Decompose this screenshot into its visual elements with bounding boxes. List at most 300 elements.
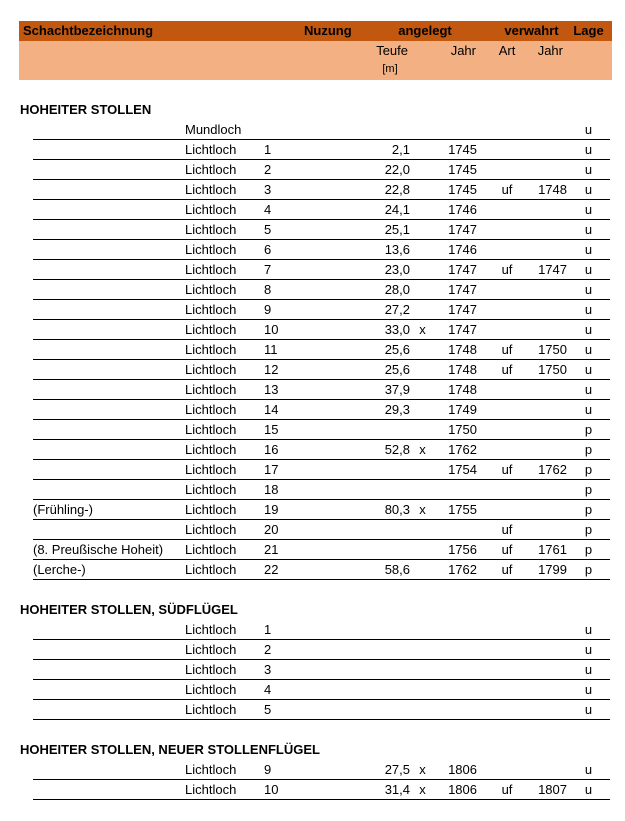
table-row	[33, 140, 610, 160]
cell-schachtbezeichnung	[33, 240, 183, 259]
cell-jahr-verwahrt	[537, 280, 567, 299]
section-title: HOHEITER STOLLEN, SÜDFLÜGEL	[20, 602, 238, 617]
cell-schachtbezeichnung	[33, 360, 183, 379]
cell-nuzung-mark	[410, 460, 435, 479]
cell-lage: u	[584, 282, 593, 297]
cell-schacht-typ: Lichtloch	[185, 542, 237, 557]
cell-schachtbezeichnung	[33, 380, 183, 399]
cell-schacht-typ: Lichtloch	[185, 402, 237, 417]
cell-schachtbezeichnung	[33, 480, 183, 499]
cell-verwahrt-art	[477, 300, 537, 319]
table-row	[33, 660, 610, 680]
cell-nuzung-mark	[410, 640, 435, 659]
cell-schacht-typ: Lichtloch	[185, 462, 237, 477]
cell-jahr-verwahrt: 1747	[538, 262, 567, 277]
cell-lage: u	[584, 402, 593, 417]
cell-jahr-angelegt: 1762	[448, 442, 477, 457]
cell-jahr-verwahrt: 1807	[538, 782, 567, 797]
cell-schachtbezeichnung	[33, 300, 183, 319]
cell-schacht-typ: Lichtloch	[185, 242, 237, 257]
cell-schacht-typ: Lichtloch	[185, 622, 237, 637]
cell-jahr-verwahrt: 1748	[538, 182, 567, 197]
table-header	[19, 21, 612, 80]
cell-schachtbezeichnung	[33, 520, 183, 539]
cell-schacht-nummer: 11	[264, 342, 278, 357]
cell-nuzung-mark	[410, 400, 435, 419]
cell-schacht-typ: Lichtloch	[185, 222, 237, 237]
cell-lage: u	[584, 622, 593, 637]
cell-jahr-verwahrt	[537, 400, 567, 419]
cell-teufe	[308, 680, 410, 699]
cell-teufe	[308, 120, 410, 139]
cell-verwahrt-art	[477, 160, 537, 179]
cell-jahr-angelegt	[435, 700, 477, 719]
cell-jahr-angelegt: 1747	[448, 262, 477, 277]
cell-jahr-verwahrt	[537, 420, 567, 439]
cell-jahr-angelegt: 1748	[448, 382, 477, 397]
table-row	[33, 220, 610, 240]
section-rows	[33, 120, 610, 580]
cell-teufe	[308, 480, 410, 499]
cell-nuzung-mark	[410, 340, 435, 359]
cell-schacht-nummer: 17	[264, 462, 279, 477]
cell-lage: p	[584, 542, 593, 557]
cell-lage: u	[584, 362, 593, 377]
cell-jahr-angelegt: 1747	[448, 222, 477, 237]
cell-jahr-angelegt	[435, 680, 477, 699]
cell-schacht-nummer: 4	[264, 682, 272, 697]
table-row	[33, 120, 610, 140]
cell-nuzung-mark	[410, 380, 435, 399]
header-angelegt: angelegt	[398, 23, 452, 38]
cell-nuzung-mark	[410, 280, 435, 299]
cell-schacht-typ: Lichtloch	[185, 322, 237, 337]
cell-lage: u	[584, 122, 593, 137]
cell-schachtbezeichnung	[33, 420, 183, 439]
cell-teufe	[308, 540, 410, 559]
cell-teufe	[308, 460, 410, 479]
table-row	[33, 180, 610, 200]
header-lage: Lage	[573, 23, 604, 38]
cell-nuzung-mark: x	[419, 322, 426, 337]
cell-jahr-verwahrt	[537, 500, 567, 519]
cell-lage: u	[584, 662, 593, 677]
cell-jahr-verwahrt	[537, 700, 567, 719]
cell-lage: u	[584, 302, 593, 317]
cell-teufe: 28,0	[384, 282, 410, 297]
cell-lage: u	[584, 762, 593, 777]
cell-lage: u	[584, 342, 593, 357]
cell-nuzung-mark	[410, 560, 435, 579]
cell-schachtbezeichnung	[33, 460, 183, 479]
cell-lage: u	[584, 242, 593, 257]
table-row	[33, 500, 610, 520]
table-section	[0, 100, 625, 580]
cell-schachtbezeichnung	[33, 660, 183, 679]
cell-nuzung-mark	[410, 540, 435, 559]
cell-schachtbezeichnung	[33, 260, 183, 279]
table-row	[33, 260, 610, 280]
cell-verwahrt-art	[477, 220, 537, 239]
cell-lage: u	[584, 202, 593, 217]
cell-schacht-typ: Lichtloch	[185, 282, 237, 297]
cell-schacht-nummer: 16	[264, 442, 279, 457]
cell-teufe: 22,8	[384, 182, 410, 197]
cell-schacht-typ: Lichtloch	[185, 162, 237, 177]
cell-nuzung-mark	[410, 160, 435, 179]
cell-jahr-verwahrt	[537, 680, 567, 699]
cell-nuzung-mark: x	[419, 502, 426, 517]
cell-schacht-nummer: 18	[264, 482, 279, 497]
table-row	[33, 300, 610, 320]
cell-schacht-typ: Lichtloch	[185, 422, 237, 437]
cell-lage: u	[584, 322, 593, 337]
cell-schacht-typ: Lichtloch	[185, 362, 237, 377]
cell-verwahrt-art: uf	[501, 782, 513, 797]
cell-schachtbezeichnung	[33, 120, 183, 139]
header-schachtbezeichnung: Schachtbezeichnung	[23, 23, 154, 38]
cell-schacht-nummer: 22	[264, 562, 279, 577]
cell-jahr-angelegt: 1745	[448, 142, 477, 157]
cell-verwahrt-art: uf	[501, 522, 513, 537]
cell-schacht-nummer: 5	[264, 222, 272, 237]
cell-jahr-verwahrt	[537, 120, 567, 139]
cell-verwahrt-art	[477, 200, 537, 219]
cell-jahr-verwahrt	[537, 320, 567, 339]
table-row	[33, 200, 610, 220]
table-row	[33, 760, 610, 780]
cell-jahr-angelegt: 1750	[448, 422, 477, 437]
cell-jahr-angelegt: 1806	[448, 782, 477, 797]
cell-jahr-angelegt: 1748	[448, 342, 477, 357]
cell-schacht-nummer: 13	[264, 382, 279, 397]
cell-nuzung-mark	[410, 180, 435, 199]
cell-jahr-angelegt: 1747	[448, 302, 477, 317]
cell-schacht-nummer: 2	[264, 642, 272, 657]
cell-verwahrt-art: uf	[501, 542, 513, 557]
cell-teufe: 24,1	[384, 202, 410, 217]
cell-jahr-verwahrt	[537, 760, 567, 779]
cell-verwahrt-art	[477, 400, 537, 419]
cell-teufe: 25,6	[384, 342, 410, 357]
cell-lage: p	[584, 502, 593, 517]
cell-jahr-verwahrt	[537, 220, 567, 239]
table-row	[33, 480, 610, 500]
cell-schachtbezeichnung	[33, 700, 183, 719]
cell-teufe	[308, 420, 410, 439]
cell-schachtbezeichnung: (Lerche-)	[33, 562, 86, 577]
cell-schachtbezeichnung	[33, 400, 183, 419]
cell-verwahrt-art	[477, 620, 537, 639]
cell-schachtbezeichnung	[33, 160, 183, 179]
cell-jahr-verwahrt	[537, 640, 567, 659]
cell-schacht-nummer: 4	[264, 202, 272, 217]
cell-jahr-angelegt: 1745	[448, 182, 477, 197]
cell-schachtbezeichnung	[33, 680, 183, 699]
cell-teufe: 2,1	[391, 142, 410, 157]
cell-verwahrt-art	[477, 760, 537, 779]
cell-teufe	[308, 700, 410, 719]
cell-schacht-typ: Lichtloch	[185, 482, 237, 497]
cell-jahr-verwahrt: 1762	[538, 462, 567, 477]
table-row	[33, 560, 610, 580]
cell-verwahrt-art: uf	[501, 562, 513, 577]
cell-schacht-typ: Lichtloch	[185, 142, 237, 157]
cell-jahr-angelegt: 1754	[448, 462, 477, 477]
cell-teufe: 80,3	[384, 502, 410, 517]
subheader-jahr-verwahrt: Jahr	[537, 43, 563, 58]
table-section	[0, 600, 625, 720]
cell-jahr-angelegt: 1746	[448, 202, 477, 217]
cell-schachtbezeichnung	[33, 140, 183, 159]
cell-schacht-typ: Lichtloch	[185, 762, 237, 777]
cell-schachtbezeichnung	[33, 280, 183, 299]
table-row	[33, 340, 610, 360]
cell-schachtbezeichnung: (Frühling-)	[33, 502, 93, 517]
cell-verwahrt-art	[477, 440, 537, 459]
cell-teufe: 58,6	[384, 562, 410, 577]
cell-nuzung-mark	[410, 300, 435, 319]
cell-schacht-typ: Lichtloch	[185, 782, 237, 797]
cell-nuzung-mark	[410, 360, 435, 379]
cell-jahr-angelegt: 1747	[448, 322, 477, 337]
cell-teufe: 31,4	[384, 782, 410, 797]
cell-nuzung-mark	[410, 480, 435, 499]
cell-nuzung-mark	[410, 240, 435, 259]
cell-nuzung-mark: x	[419, 442, 426, 457]
cell-schacht-nummer: 5	[264, 702, 272, 717]
cell-jahr-verwahrt: 1750	[538, 362, 567, 377]
cell-jahr-verwahrt	[537, 300, 567, 319]
cell-schachtbezeichnung	[33, 180, 183, 199]
cell-schacht-typ: Lichtloch	[185, 182, 237, 197]
cell-schacht-nummer: 15	[264, 422, 279, 437]
header-nuzung: Nuzung	[304, 23, 352, 38]
cell-lage: p	[584, 442, 593, 457]
cell-schacht-nummer: 19	[264, 502, 279, 517]
cell-schacht-nummer: 21	[264, 542, 279, 557]
table-row	[33, 420, 610, 440]
cell-verwahrt-art: uf	[501, 462, 513, 477]
cell-jahr-verwahrt	[537, 440, 567, 459]
cell-jahr-verwahrt	[537, 480, 567, 499]
cell-verwahrt-art	[477, 420, 537, 439]
cell-jahr-verwahrt: 1761	[538, 542, 567, 557]
section-rows	[33, 760, 610, 800]
cell-schacht-nummer: 1	[264, 142, 272, 157]
cell-teufe: 25,6	[384, 362, 410, 377]
cell-lage: p	[584, 522, 593, 537]
table-section	[0, 740, 625, 800]
cell-jahr-angelegt	[435, 660, 477, 679]
cell-schacht-nummer: 3	[264, 182, 272, 197]
cell-jahr-angelegt: 1747	[448, 282, 477, 297]
cell-lage: u	[584, 682, 593, 697]
cell-jahr-verwahrt	[537, 240, 567, 259]
cell-verwahrt-art	[477, 640, 537, 659]
cell-jahr-verwahrt	[537, 160, 567, 179]
cell-jahr-angelegt	[435, 620, 477, 639]
cell-nuzung-mark	[410, 260, 435, 279]
cell-jahr-angelegt: 1746	[448, 242, 477, 257]
cell-verwahrt-art	[477, 120, 537, 139]
cell-nuzung-mark: x	[419, 762, 426, 777]
table-row	[33, 160, 610, 180]
cell-verwahrt-art	[477, 320, 537, 339]
cell-nuzung-mark	[410, 660, 435, 679]
cell-verwahrt-art	[477, 140, 537, 159]
cell-schachtbezeichnung	[33, 620, 183, 639]
table-row	[33, 460, 610, 480]
cell-schacht-nummer: 12	[264, 362, 279, 377]
table-row	[33, 520, 610, 540]
cell-schacht-nummer: 8	[264, 282, 272, 297]
cell-schacht-nummer: 10	[264, 322, 279, 337]
cell-jahr-angelegt: 1748	[448, 362, 477, 377]
table-row	[33, 780, 610, 800]
cell-verwahrt-art	[477, 380, 537, 399]
cell-lage: u	[584, 142, 593, 157]
cell-jahr-angelegt: 1749	[448, 402, 477, 417]
cell-verwahrt-art: uf	[501, 362, 513, 377]
cell-schacht-nummer: 3	[264, 662, 272, 677]
table-row	[33, 240, 610, 260]
cell-schacht-typ: Lichtloch	[185, 702, 237, 717]
cell-teufe: 29,3	[384, 402, 410, 417]
cell-teufe: 52,8	[384, 442, 410, 457]
cell-verwahrt-art	[477, 700, 537, 719]
cell-schachtbezeichnung: (8. Preußische Hoheit)	[33, 542, 164, 557]
cell-lage: p	[584, 562, 593, 577]
cell-schacht-nummer: 9	[264, 302, 272, 317]
cell-jahr-verwahrt	[537, 380, 567, 399]
cell-lage: p	[584, 462, 593, 477]
cell-jahr-verwahrt	[537, 140, 567, 159]
cell-nuzung-mark	[410, 520, 435, 539]
cell-jahr-angelegt: 1745	[448, 162, 477, 177]
table-row	[33, 440, 610, 460]
table-row	[33, 320, 610, 340]
cell-lage: u	[584, 702, 593, 717]
subheader-teufe: Teufe	[376, 43, 408, 58]
cell-jahr-verwahrt: 1750	[538, 342, 567, 357]
cell-schacht-nummer: 1	[264, 622, 272, 637]
cell-teufe: 27,2	[384, 302, 410, 317]
cell-lage: p	[584, 482, 593, 497]
table-row	[33, 640, 610, 660]
table-row	[33, 620, 610, 640]
cell-jahr-verwahrt: 1799	[538, 562, 567, 577]
cell-jahr-angelegt: 1762	[448, 562, 477, 577]
cell-schachtbezeichnung	[33, 760, 183, 779]
cell-jahr-angelegt	[435, 640, 477, 659]
cell-verwahrt-art	[477, 280, 537, 299]
cell-teufe: 37,9	[384, 382, 410, 397]
cell-nuzung-mark	[410, 680, 435, 699]
cell-schacht-nummer: 10	[264, 782, 279, 797]
cell-nuzung-mark	[410, 140, 435, 159]
cell-lage: u	[584, 382, 593, 397]
cell-schachtbezeichnung	[33, 320, 183, 339]
cell-schacht-nummer: 20	[264, 522, 279, 537]
cell-nuzung-mark	[410, 620, 435, 639]
table-body	[0, 100, 625, 800]
cell-lage: u	[584, 262, 593, 277]
cell-verwahrt-art	[477, 240, 537, 259]
cell-schacht-nummer: 9	[264, 762, 272, 777]
cell-schacht-typ: Lichtloch	[185, 382, 237, 397]
cell-schacht-nummer	[262, 120, 308, 139]
cell-schachtbezeichnung	[33, 200, 183, 219]
cell-teufe	[308, 520, 410, 539]
cell-teufe: 33,0	[384, 322, 410, 337]
cell-teufe	[308, 640, 410, 659]
cell-schacht-typ: Lichtloch	[185, 682, 237, 697]
cell-jahr-verwahrt	[537, 620, 567, 639]
cell-teufe: 25,1	[384, 222, 410, 237]
cell-teufe: 22,0	[384, 162, 410, 177]
cell-verwahrt-art: uf	[501, 182, 513, 197]
cell-nuzung-mark	[410, 220, 435, 239]
cell-schacht-typ: Lichtloch	[185, 522, 237, 537]
cell-lage: p	[584, 422, 593, 437]
cell-teufe	[308, 620, 410, 639]
cell-schacht-nummer: 14	[264, 402, 279, 417]
cell-schacht-typ: Lichtloch	[185, 442, 237, 457]
cell-jahr-angelegt: 1806	[448, 762, 477, 777]
table-row	[33, 700, 610, 720]
section-title: HOHEITER STOLLEN	[20, 102, 152, 117]
cell-nuzung-mark	[410, 420, 435, 439]
cell-verwahrt-art	[477, 660, 537, 679]
cell-lage: u	[584, 642, 593, 657]
cell-nuzung-mark	[410, 200, 435, 219]
cell-schacht-typ: Mundloch	[185, 122, 242, 137]
table-row	[33, 400, 610, 420]
table-row	[33, 360, 610, 380]
cell-jahr-angelegt: 1756	[448, 542, 477, 557]
cell-lage: u	[584, 782, 593, 797]
cell-schacht-typ: Lichtloch	[185, 302, 237, 317]
cell-teufe: 13,6	[384, 242, 410, 257]
cell-schacht-nummer: 6	[264, 242, 272, 257]
cell-verwahrt-art: uf	[501, 262, 513, 277]
cell-jahr-angelegt	[435, 520, 477, 539]
cell-schacht-nummer: 2	[264, 162, 272, 177]
cell-jahr-verwahrt	[537, 660, 567, 679]
table-row	[33, 680, 610, 700]
subheader-teufe-unit: [m]	[382, 63, 398, 75]
subheader-art: Art	[498, 43, 516, 58]
cell-nuzung-mark: x	[419, 782, 426, 797]
cell-lage: u	[584, 162, 593, 177]
cell-schachtbezeichnung	[33, 780, 183, 799]
cell-jahr-verwahrt	[537, 520, 567, 539]
section-title: HOHEITER STOLLEN, NEUER STOLLENFLÜGEL	[20, 742, 320, 757]
cell-schacht-typ: Lichtloch	[185, 562, 237, 577]
cell-schachtbezeichnung	[33, 220, 183, 239]
cell-schacht-typ: Lichtloch	[185, 642, 237, 657]
cell-schachtbezeichnung	[33, 640, 183, 659]
cell-jahr-verwahrt	[537, 200, 567, 219]
cell-teufe	[308, 660, 410, 679]
cell-schachtbezeichnung	[33, 340, 183, 359]
cell-jahr-angelegt	[435, 480, 477, 499]
table-row	[33, 380, 610, 400]
cell-teufe: 23,0	[384, 262, 410, 277]
cell-lage: u	[584, 222, 593, 237]
cell-schacht-typ: Lichtloch	[185, 342, 237, 357]
